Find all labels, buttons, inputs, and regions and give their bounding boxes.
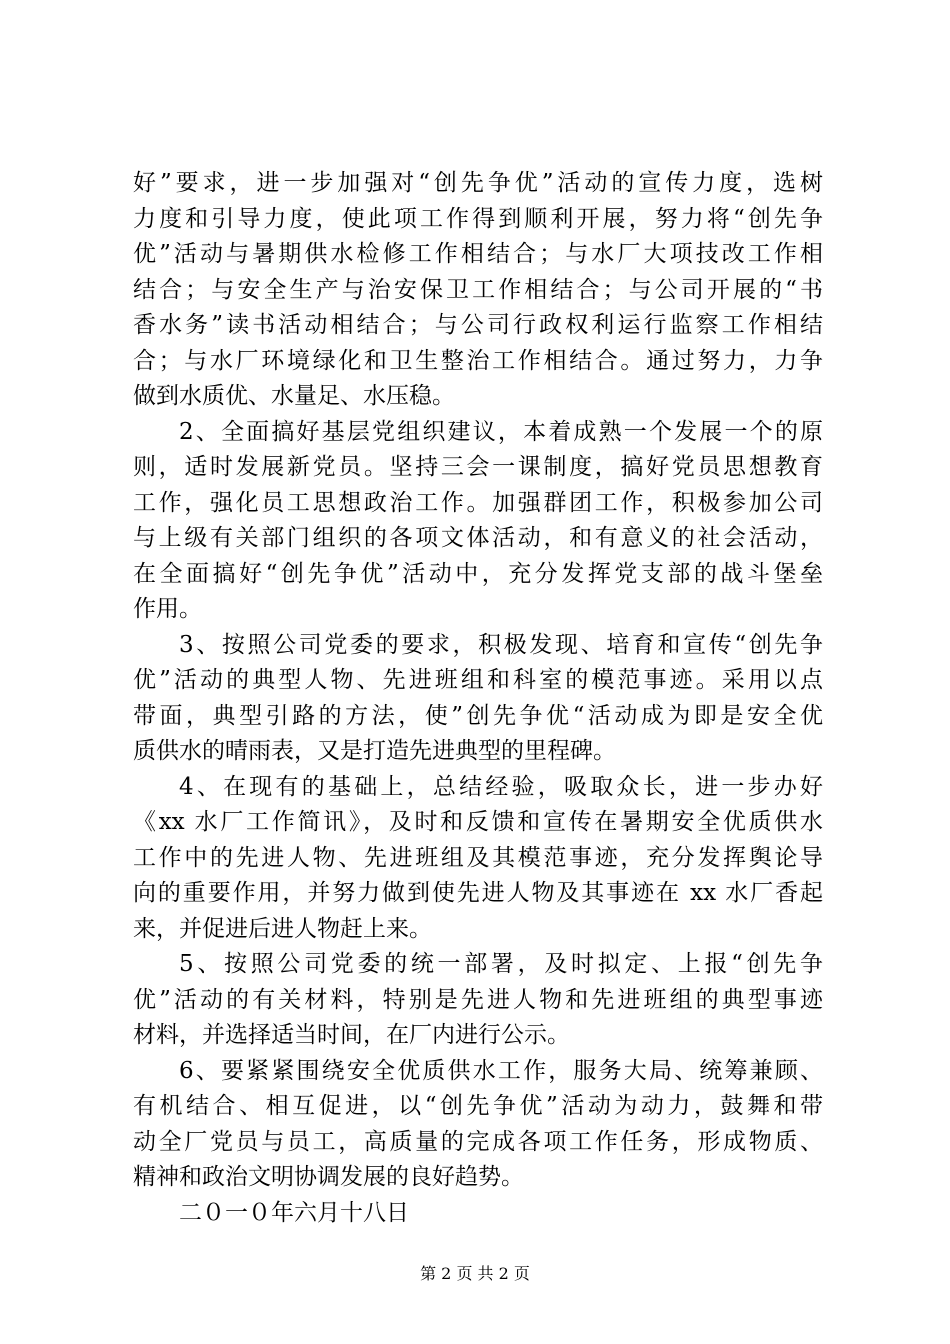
paragraph-3-start: 3、按照公司党委的要求，积极发现、培育和宣传“创先争 — [179, 631, 823, 658]
text-line: 在全面搞好“创先争优”活动中，充分发挥党支部的战斗堡垒 — [133, 560, 823, 587]
text-line: 质供水的晴雨表，又是打造先进典型的里程碑。 — [133, 738, 616, 764]
text-line: 做到水质优、水量足、水压稳。 — [133, 383, 455, 409]
text-line: 优”活动的有关材料，特别是先进人物和先进班组的典型事迹 — [133, 986, 823, 1013]
text-line: 材料，并选择适当时间，在厂内进行公示。 — [133, 1022, 570, 1048]
text-line: 好”要求，进一步加强对“创先争优”活动的宣传力度，选树 — [133, 170, 823, 196]
paragraph-4-start: 4、在现有的基础上，总结经验，吸取众长，进一步办好 — [179, 773, 823, 800]
text-line: 合；与水厂环境绿化和卫生整治工作相结合。通过努力，力争 — [133, 347, 823, 374]
text-line: 有机结合、相互促进，以“创先争优”活动为动力，鼓舞和带 — [133, 1093, 823, 1119]
text-line: 优”活动与暑期供水检修工作相结合；与水厂大项技改工作相 — [133, 241, 823, 267]
paragraph-2-start: 2、全面搞好基层党组织建议，本着成熟一个发展一个的原 — [179, 418, 823, 445]
text-line: 向的重要作用，并努力做到使先进人物及其事迹在 xx 水厂香起 — [133, 880, 823, 906]
page-number-footer: 第 2 页 共 2 页 — [420, 1264, 530, 1283]
text-line: 则，适时发展新党员。坚持三会一课制度，搞好党员思想教育 — [133, 454, 823, 480]
text-line: 力度和引导力度，使此项工作得到顺利开展，努力将“创先争 — [133, 205, 823, 232]
text-line: 来，并促进后进人物赶上来。 — [133, 915, 432, 942]
text-line: 精神和政治文明协调发展的良好趋势。 — [133, 1164, 524, 1190]
text-line: 动全厂党员与员工，高质量的完成各项工作任务，形成物质、 — [133, 1128, 823, 1155]
text-line: 结合；与安全生产与治安保卫工作相结合；与公司开展的“书 — [133, 276, 823, 303]
paragraph-5-start: 5、按照公司党委的统一部署，及时拟定、上报“创先争 — [179, 951, 823, 977]
document-date: 二０一０年六月十八日 — [179, 1199, 409, 1226]
paragraph-6-start: 6、要紧紧围绕安全优质供水工作，服务大局、统筹兼顾、 — [179, 1057, 823, 1084]
text-line: 与上级有关部门组织的各项文体活动，和有意义的社会活动， — [133, 525, 823, 551]
text-line: 工作中的先进人物、先进班组及其模范事迹，充分发挥舆论导 — [133, 844, 823, 871]
text-line: 香水务”读书活动相结合；与公司行政权利运行监察工作相结 — [133, 312, 823, 338]
document-body — [133, 166, 823, 1231]
text-line: 《xx 水厂工作简讯》，及时和反馈和宣传在暑期安全优质供水 — [133, 809, 823, 835]
text-line: 工作，强化员工思想政治工作。加强群团工作，积极参加公司 — [133, 489, 823, 516]
text-line: 优”活动的典型人物、先进班组和科室的模范事迹。采用以点 — [133, 667, 823, 693]
text-line: 作用。 — [133, 596, 202, 622]
text-line: 带面，典型引路的方法，使”创先争优“活动成为即是安全优 — [133, 702, 823, 729]
